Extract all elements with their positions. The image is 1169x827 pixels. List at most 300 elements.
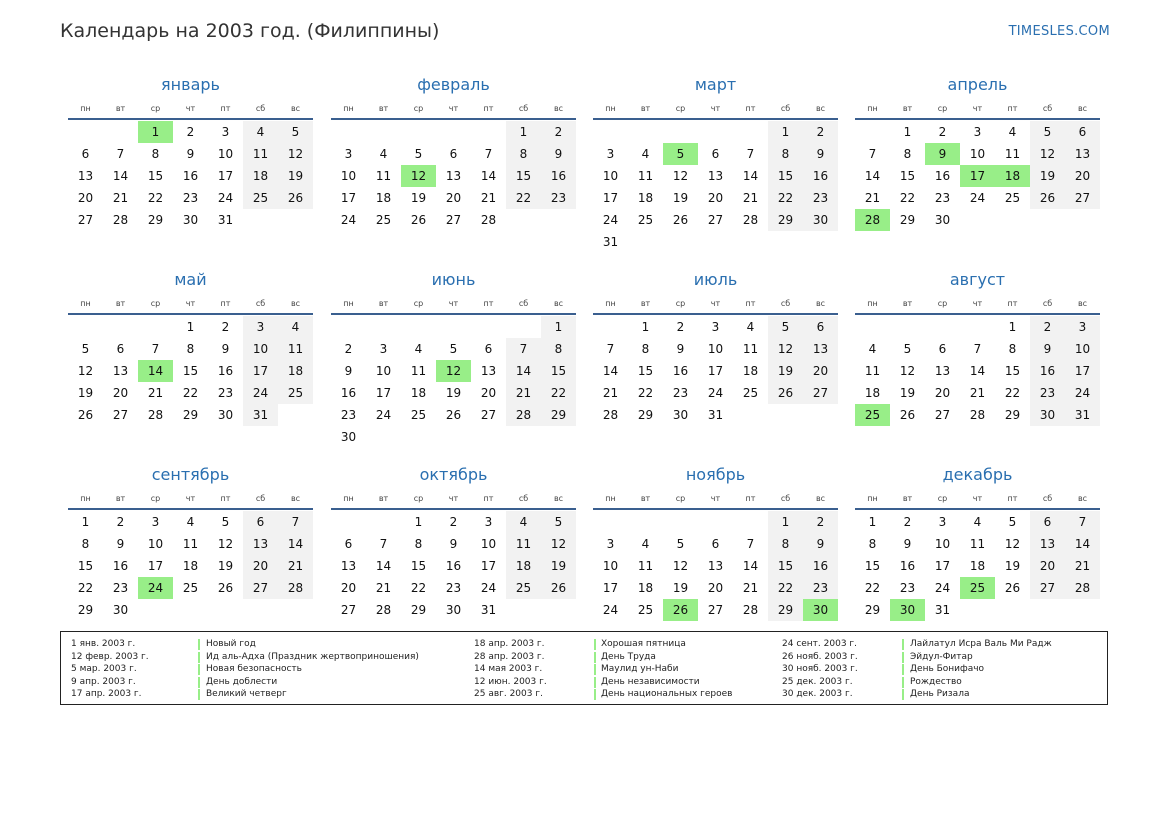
day-cell: 18 [375, 191, 392, 205]
day-cell: 3 [711, 320, 720, 334]
empty-cell [103, 316, 138, 338]
day-cell: 1 [541, 316, 576, 338]
legend-marker [902, 689, 904, 700]
day-cell: 18 [506, 555, 541, 577]
day-cell: 15 [768, 165, 803, 187]
day-cell: 9 [803, 533, 838, 555]
day-cell: 8 [414, 537, 423, 551]
day-cell: 23 [803, 577, 838, 599]
day-cell: 14 [480, 169, 497, 183]
day-cell: 21 [742, 191, 759, 205]
day-cell: 16 [1030, 360, 1065, 382]
day-cell: 16 [899, 559, 916, 573]
day-cell: 20 [480, 386, 497, 400]
month-calendar [331, 74, 576, 231]
weekday-label: пн [343, 103, 354, 113]
weekday-label: вт [115, 298, 126, 308]
month-name: февраль [417, 75, 490, 94]
day-cell: 6 [484, 342, 493, 356]
weekday-label: пт [1007, 493, 1018, 503]
day-cell: 28 [480, 213, 497, 227]
day-cell: 2 [116, 515, 125, 529]
day-cell: 19 [445, 386, 462, 400]
day-cell: 12 [541, 533, 576, 555]
day-cell: 30 [217, 408, 234, 422]
day-cell: 6 [803, 316, 838, 338]
day-cell: 21 [278, 555, 313, 577]
day-cell: 22 [410, 581, 427, 595]
weekday-header [331, 490, 576, 506]
day-cell: 20 [112, 386, 129, 400]
day-cell: 24 [602, 603, 619, 617]
day-cell: 21 [969, 386, 986, 400]
day-cell: 24 [340, 213, 357, 227]
day-cell: 3 [484, 515, 493, 529]
day-cell: 25 [637, 213, 654, 227]
weekday-label: пт [220, 298, 231, 308]
day-cell: 4 [243, 121, 278, 143]
weekday-label: вс [553, 493, 564, 503]
legend-date: 17 апр. 2003 г. [71, 689, 142, 699]
weekday-header [855, 490, 1100, 506]
day-cell: 14 [506, 360, 541, 382]
day-cell: 19 [1030, 165, 1065, 187]
day-cell: 14 [278, 533, 313, 555]
holiday-day-cell: 30 [803, 599, 838, 621]
day-grid [331, 511, 576, 621]
weekday-label: пн [80, 298, 91, 308]
month-calendar [593, 74, 838, 253]
day-cell: 7 [506, 338, 541, 360]
weekday-label: вс [815, 298, 826, 308]
day-cell: 20 [77, 191, 94, 205]
empty-cell [138, 316, 173, 338]
day-cell: 19 [278, 165, 313, 187]
legend-holiday-name: Рождество [910, 676, 962, 687]
day-cell: 17 [243, 360, 278, 382]
day-grid [593, 511, 838, 621]
brand-link[interactable]: TIMESLES.COM [1008, 24, 1110, 39]
empty-cell [698, 511, 733, 533]
weekday-label: ср [413, 493, 424, 503]
legend-holiday-name: Великий четверг [206, 689, 287, 699]
legend-marker [902, 677, 904, 688]
weekday-label: пн [605, 298, 616, 308]
empty-cell [366, 121, 401, 143]
weekday-label: вс [553, 103, 564, 113]
day-cell: 29 [147, 213, 164, 227]
day-cell: 11 [637, 559, 654, 573]
day-cell: 1 [868, 515, 877, 529]
day-cell: 29 [768, 209, 803, 231]
weekday-label: пт [220, 493, 231, 503]
legend-holiday-name: Маулид ун-Наби [601, 664, 679, 674]
weekday-label: ср [150, 493, 161, 503]
day-cell: 23 [1030, 382, 1065, 404]
empty-cell [331, 121, 366, 143]
day-cell: 7 [278, 511, 313, 533]
day-cell: 16 [803, 555, 838, 577]
day-cell: 24 [1065, 382, 1100, 404]
day-cell: 31 [934, 603, 951, 617]
month-divider [68, 313, 313, 315]
day-grid [593, 121, 838, 253]
day-cell: 1 [1008, 320, 1017, 334]
day-cell: 20 [934, 386, 951, 400]
day-cell: 28 [147, 408, 164, 422]
day-cell: 12 [1030, 143, 1065, 165]
day-cell: 25 [278, 382, 313, 404]
holiday-day-cell: 5 [663, 143, 698, 165]
day-cell: 14 [742, 169, 759, 183]
day-cell: 26 [672, 213, 689, 227]
day-cell: 14 [969, 364, 986, 378]
month-name: май [174, 270, 207, 289]
day-cell: 11 [182, 537, 199, 551]
day-cell: 28 [742, 603, 759, 617]
weekday-header [855, 100, 1100, 116]
day-cell: 24 [217, 191, 234, 205]
day-cell: 13 [480, 364, 497, 378]
weekday-label: чт [448, 298, 459, 308]
day-cell: 9 [1030, 338, 1065, 360]
weekday-label: ср [937, 298, 948, 308]
day-cell: 14 [602, 364, 619, 378]
day-cell: 7 [1065, 511, 1100, 533]
weekday-label: пт [745, 298, 756, 308]
day-cell: 22 [541, 382, 576, 404]
day-cell: 13 [340, 559, 357, 573]
day-cell: 22 [637, 386, 654, 400]
day-cell: 6 [81, 147, 90, 161]
day-cell: 12 [77, 364, 94, 378]
weekday-header [593, 490, 838, 506]
holiday-day-cell: 18 [995, 165, 1030, 187]
day-cell: 8 [641, 342, 650, 356]
day-cell: 11 [742, 342, 759, 356]
day-cell: 29 [637, 408, 654, 422]
weekday-label: ср [675, 103, 686, 113]
legend-marker [198, 639, 200, 650]
weekday-label: пн [343, 298, 354, 308]
holiday-day-cell: 28 [855, 209, 890, 231]
day-cell: 12 [899, 364, 916, 378]
day-cell: 30 [934, 213, 951, 227]
day-cell: 21 [375, 581, 392, 595]
legend-marker [594, 677, 596, 688]
day-cell: 9 [449, 537, 458, 551]
day-cell: 27 [934, 408, 951, 422]
day-cell: 8 [868, 537, 877, 551]
day-cell: 10 [934, 537, 951, 551]
weekday-label: ср [937, 493, 948, 503]
day-cell: 13 [112, 364, 129, 378]
weekday-label: сб [780, 493, 791, 503]
day-cell: 15 [899, 169, 916, 183]
day-cell: 5 [768, 316, 803, 338]
day-cell: 19 [768, 360, 803, 382]
day-cell: 18 [864, 386, 881, 400]
weekday-label: вс [1077, 298, 1088, 308]
day-cell: 5 [449, 342, 458, 356]
day-cell: 15 [147, 169, 164, 183]
day-cell: 18 [969, 559, 986, 573]
day-cell: 22 [899, 191, 916, 205]
day-cell: 2 [449, 515, 458, 529]
legend-holiday-name: Новая безопасность [206, 664, 302, 674]
day-cell: 3 [151, 515, 160, 529]
day-cell: 27 [707, 213, 724, 227]
empty-cell [436, 316, 471, 338]
day-cell: 8 [903, 147, 912, 161]
day-cell: 29 [541, 404, 576, 426]
day-grid [855, 316, 1100, 426]
weekday-label: вт [640, 298, 651, 308]
day-cell: 24 [243, 382, 278, 404]
empty-cell [331, 511, 366, 533]
day-cell: 22 [182, 386, 199, 400]
weekday-label: вс [290, 298, 301, 308]
day-cell: 3 [973, 125, 982, 139]
weekday-label: вс [290, 493, 301, 503]
day-cell: 30 [182, 213, 199, 227]
holiday-day-cell: 12 [401, 165, 436, 187]
day-cell: 29 [864, 603, 881, 617]
day-cell: 4 [641, 537, 650, 551]
day-cell: 27 [707, 603, 724, 617]
day-cell: 11 [243, 143, 278, 165]
day-cell: 10 [217, 147, 234, 161]
empty-cell [366, 316, 401, 338]
weekday-label: пт [745, 493, 756, 503]
day-cell: 23 [182, 191, 199, 205]
day-cell: 27 [480, 408, 497, 422]
day-cell: 29 [1004, 408, 1021, 422]
day-cell: 1 [641, 320, 650, 334]
weekday-label: сб [780, 103, 791, 113]
legend-date: 26 нояб. 2003 г. [782, 651, 858, 662]
day-cell: 19 [1004, 559, 1021, 573]
month-name: ноябрь [685, 465, 746, 484]
empty-cell [733, 511, 768, 533]
day-cell: 24 [602, 213, 619, 227]
day-cell: 7 [379, 537, 388, 551]
day-cell: 30 [445, 603, 462, 617]
empty-cell [698, 121, 733, 143]
day-cell: 15 [410, 559, 427, 573]
day-cell: 8 [768, 533, 803, 555]
weekday-label: ср [413, 298, 424, 308]
day-cell: 8 [768, 143, 803, 165]
weekday-header [68, 295, 313, 311]
day-cell: 22 [147, 191, 164, 205]
holiday-day-cell: 25 [960, 577, 995, 599]
day-cell: 24 [375, 408, 392, 422]
day-cell: 11 [506, 533, 541, 555]
day-cell: 2 [676, 320, 685, 334]
month-name: июль [693, 270, 738, 289]
weekday-label: сб [255, 493, 266, 503]
day-cell: 26 [541, 577, 576, 599]
day-grid [68, 316, 313, 426]
day-cell: 3 [606, 537, 615, 551]
weekday-label: сб [518, 298, 529, 308]
day-cell: 5 [903, 342, 912, 356]
day-cell: 10 [707, 342, 724, 356]
day-cell: 3 [938, 515, 947, 529]
day-cell: 16 [112, 559, 129, 573]
day-cell: 26 [410, 213, 427, 227]
legend-holiday-name: День национальных героев [601, 689, 733, 699]
empty-cell [68, 121, 103, 143]
day-cell: 8 [506, 143, 541, 165]
day-cell: 1 [768, 511, 803, 533]
day-cell: 10 [602, 169, 619, 183]
day-cell: 28 [1065, 577, 1100, 599]
day-cell: 4 [973, 515, 982, 529]
day-cell: 18 [742, 364, 759, 378]
month-divider [68, 118, 313, 120]
day-cell: 31 [1065, 404, 1100, 426]
day-cell: 19 [410, 191, 427, 205]
day-cell: 8 [151, 147, 160, 161]
legend-date: 12 июн. 2003 г. [474, 676, 547, 687]
day-cell: 23 [112, 581, 129, 595]
empty-cell [855, 121, 890, 143]
legend-marker [594, 652, 596, 663]
weekday-label: пт [745, 103, 756, 113]
day-cell: 9 [803, 143, 838, 165]
day-cell: 16 [217, 364, 234, 378]
empty-cell [890, 316, 925, 338]
weekday-label: чт [972, 298, 983, 308]
day-cell: 25 [1004, 191, 1021, 205]
day-cell: 21 [147, 386, 164, 400]
legend-date: 5 мар. 2003 г. [71, 664, 137, 674]
month-calendar [855, 74, 1100, 231]
day-cell: 28 [112, 213, 129, 227]
day-cell: 2 [541, 121, 576, 143]
day-cell: 1 [903, 125, 912, 139]
day-cell: 4 [278, 316, 313, 338]
day-cell: 8 [541, 338, 576, 360]
weekday-label: чт [710, 493, 721, 503]
weekday-label: ср [675, 298, 686, 308]
day-cell: 19 [217, 559, 234, 573]
day-cell: 22 [1004, 386, 1021, 400]
weekday-label: ср [150, 298, 161, 308]
month-divider [331, 118, 576, 120]
day-cell: 16 [541, 165, 576, 187]
day-cell: 8 [186, 342, 195, 356]
day-cell: 22 [506, 187, 541, 209]
month-calendar [68, 269, 313, 426]
day-cell: 19 [77, 386, 94, 400]
month-name: март [694, 75, 737, 94]
day-cell: 22 [864, 581, 881, 595]
day-cell: 13 [445, 169, 462, 183]
weekday-label: чт [972, 493, 983, 503]
day-cell: 27 [1030, 577, 1065, 599]
day-cell: 12 [217, 537, 234, 551]
weekday-label: вс [1077, 103, 1088, 113]
day-cell: 17 [707, 364, 724, 378]
day-cell: 12 [672, 559, 689, 573]
day-cell: 2 [903, 515, 912, 529]
holiday-day-cell: 9 [925, 143, 960, 165]
holiday-day-cell: 30 [890, 599, 925, 621]
day-cell: 16 [934, 169, 951, 183]
day-cell: 21 [742, 581, 759, 595]
legend-holiday-name: Новый год [206, 639, 256, 649]
day-cell: 25 [742, 386, 759, 400]
legend-marker [198, 652, 200, 663]
day-cell: 16 [672, 364, 689, 378]
day-cell: 9 [676, 342, 685, 356]
day-cell: 29 [410, 603, 427, 617]
weekday-label: пт [1007, 298, 1018, 308]
weekday-label: вт [640, 103, 651, 113]
empty-cell [925, 316, 960, 338]
weekday-label: вс [553, 298, 564, 308]
legend-marker [902, 664, 904, 675]
month-name: январь [161, 75, 220, 94]
holiday-day-cell: 24 [138, 577, 173, 599]
day-cell: 9 [116, 537, 125, 551]
day-cell: 25 [182, 581, 199, 595]
day-cell: 10 [602, 559, 619, 573]
legend-marker [594, 689, 596, 700]
day-cell: 27 [112, 408, 129, 422]
weekday-header [331, 100, 576, 116]
day-cell: 13 [707, 169, 724, 183]
day-cell: 23 [541, 187, 576, 209]
day-cell: 1 [506, 121, 541, 143]
legend-marker [594, 664, 596, 675]
day-cell: 5 [221, 515, 230, 529]
day-cell: 10 [480, 537, 497, 551]
day-cell: 7 [973, 342, 982, 356]
day-cell: 2 [1030, 316, 1065, 338]
day-grid [331, 316, 576, 448]
day-cell: 21 [1065, 555, 1100, 577]
day-cell: 20 [707, 581, 724, 595]
day-cell: 23 [899, 581, 916, 595]
legend-marker [198, 677, 200, 688]
day-cell: 15 [541, 360, 576, 382]
weekday-label: пн [867, 298, 878, 308]
day-cell: 28 [375, 603, 392, 617]
empty-cell [68, 316, 103, 338]
day-cell: 28 [506, 404, 541, 426]
day-cell: 16 [803, 165, 838, 187]
weekday-header [68, 490, 313, 506]
day-cell: 6 [1030, 511, 1065, 533]
weekday-label: вс [815, 103, 826, 113]
empty-cell [331, 316, 366, 338]
day-grid [855, 121, 1100, 231]
day-cell: 23 [217, 386, 234, 400]
day-cell: 5 [676, 537, 685, 551]
day-cell: 30 [112, 603, 129, 617]
day-cell: 6 [938, 342, 947, 356]
month-calendar [331, 464, 576, 621]
weekday-label: пн [80, 103, 91, 113]
day-cell: 2 [803, 511, 838, 533]
day-cell: 7 [484, 147, 493, 161]
day-cell: 20 [340, 581, 357, 595]
day-cell: 26 [445, 408, 462, 422]
